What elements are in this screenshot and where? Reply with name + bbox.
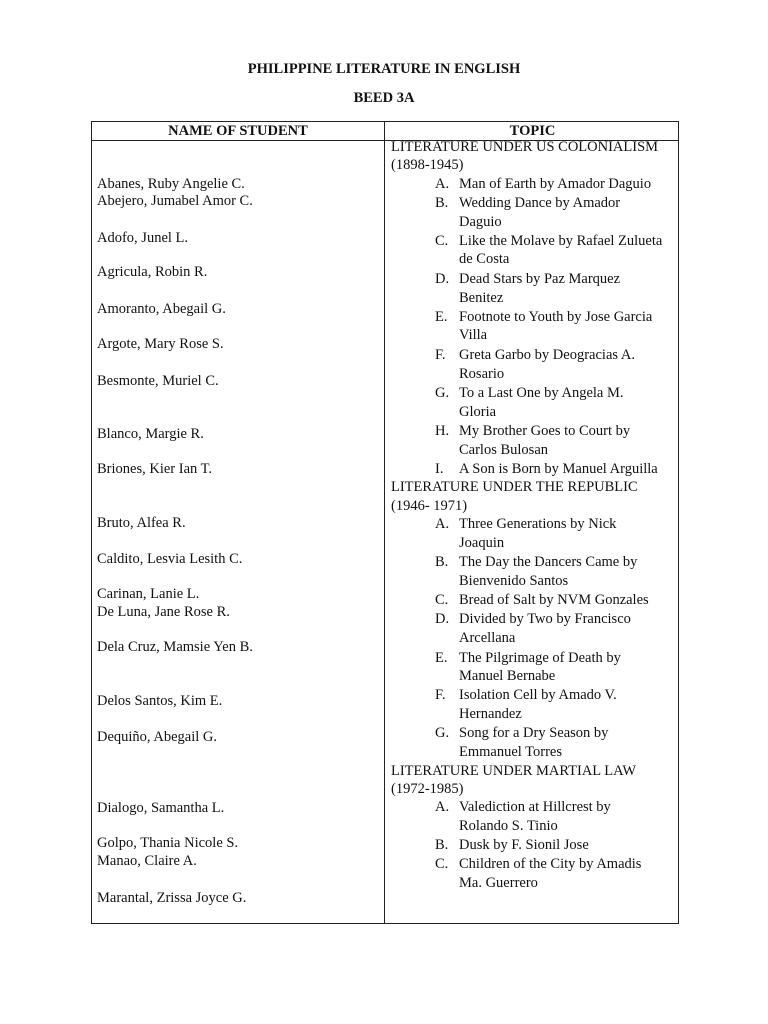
student-name: Adofo, Junel L. bbox=[97, 230, 189, 246]
section-years: (1946- 1971) bbox=[391, 498, 468, 514]
section-years: (1898-1945) bbox=[391, 157, 464, 173]
topic-text: Ma. Guerrero bbox=[459, 875, 538, 891]
section-years: (1972-1985) bbox=[391, 781, 464, 797]
topic-letter: E. bbox=[435, 309, 448, 325]
student-name: Caldito, Lesvia Lesith C. bbox=[97, 551, 243, 567]
student-name: Bruto, Alfea R. bbox=[97, 515, 186, 531]
topic-text: Daguio bbox=[459, 214, 502, 230]
topic-text: Dusk by F. Sionil Jose bbox=[459, 837, 589, 853]
topic-text: Gloria bbox=[459, 404, 497, 420]
student-name: Golpo, Thania Nicole S. bbox=[97, 835, 239, 851]
topic-text: The Day the Dancers Came by bbox=[459, 554, 638, 570]
topic-text: Rolando S. Tinio bbox=[459, 818, 558, 834]
topic-text: Isolation Cell by Amado V. bbox=[459, 687, 617, 703]
topic-text: Bread of Salt by NVM Gonzales bbox=[459, 592, 649, 608]
student-name: Delos Santos, Kim E. bbox=[97, 693, 223, 709]
student-name: De Luna, Jane Rose R. bbox=[97, 604, 230, 620]
header-topic: TOPIC bbox=[509, 123, 556, 139]
topic-text: Joaquin bbox=[459, 535, 505, 551]
topic-text: Emmanuel Torres bbox=[459, 744, 563, 760]
topic-text: Carlos Bulosan bbox=[459, 442, 549, 458]
document-title: PHILIPPINE LITERATURE IN ENGLISH bbox=[247, 61, 521, 77]
student-name: Briones, Kier Ian T. bbox=[97, 461, 213, 477]
topic-text: Dead Stars by Paz Marquez bbox=[459, 271, 621, 287]
topic-text: Bienvenido Santos bbox=[459, 573, 569, 589]
topic-letter: B. bbox=[435, 837, 449, 853]
column-divider bbox=[384, 122, 385, 923]
topic-text: Wedding Dance by Amador bbox=[459, 195, 621, 211]
topic-text: Man of Earth by Amador Daguio bbox=[459, 176, 652, 192]
topic-letter: C. bbox=[435, 233, 449, 249]
student-name: Amoranto, Abegail G. bbox=[97, 301, 226, 317]
topic-text: A Son is Born by Manuel Arguilla bbox=[459, 461, 658, 477]
topic-letter: A. bbox=[435, 799, 450, 815]
topic-text: Like the Molave by Rafael Zulueta bbox=[459, 233, 663, 249]
topic-text: Children of the City by Amadis bbox=[459, 856, 642, 872]
topic-text: Divided by Two by Francisco bbox=[459, 611, 631, 627]
document-subtitle: BEED 3A bbox=[353, 90, 415, 106]
topic-letter: I. bbox=[435, 461, 444, 477]
topic-letter: G. bbox=[435, 385, 450, 401]
topic-text: Footnote to Youth by Jose Garcia bbox=[459, 309, 653, 325]
topic-text: Manuel Bernabe bbox=[459, 668, 556, 684]
topic-letter: D. bbox=[435, 611, 450, 627]
student-name: Marantal, Zrissa Joyce G. bbox=[97, 890, 247, 906]
student-name: Abejero, Jumabel Amor C. bbox=[97, 193, 253, 209]
section-title: LITERATURE UNDER US COLONIALISM bbox=[391, 139, 659, 155]
topic-text: Hernandez bbox=[459, 706, 522, 722]
topic-letter: F. bbox=[435, 347, 446, 363]
topic-text: Greta Garbo by Deogracias A. bbox=[459, 347, 635, 363]
topic-letter: B. bbox=[435, 554, 449, 570]
section-title: LITERATURE UNDER MARTIAL LAW bbox=[391, 763, 637, 779]
section-title: LITERATURE UNDER THE REPUBLIC bbox=[391, 479, 638, 495]
topic-letter: C. bbox=[435, 592, 449, 608]
topic-letter: A. bbox=[435, 176, 450, 192]
topic-letter: F. bbox=[435, 687, 446, 703]
topic-letter: D. bbox=[435, 271, 450, 287]
topic-letter: C. bbox=[435, 856, 449, 872]
header-name-of-student: NAME OF STUDENT bbox=[168, 123, 308, 139]
student-name: Dequiño, Abegail G. bbox=[97, 729, 218, 745]
topic-text: de Costa bbox=[459, 251, 510, 267]
student-name: Dialogo, Samantha L. bbox=[97, 800, 225, 816]
student-name: Manao, Claire A. bbox=[97, 853, 197, 869]
student-name: Dela Cruz, Mamsie Yen B. bbox=[97, 639, 253, 655]
topic-text: To a Last One by Angela M. bbox=[459, 385, 624, 401]
topic-text: Rosario bbox=[459, 366, 505, 382]
topic-letter: A. bbox=[435, 516, 450, 532]
topic-letter: H. bbox=[435, 423, 450, 439]
topic-text: Song for a Dry Season by bbox=[459, 725, 609, 741]
student-name: Abanes, Ruby Angelie C. bbox=[97, 176, 245, 192]
student-name: Carinan, Lanie L. bbox=[97, 586, 200, 602]
student-name: Besmonte, Muriel C. bbox=[97, 373, 219, 389]
topic-letter: G. bbox=[435, 725, 450, 741]
topic-text: Valediction at Hillcrest by bbox=[459, 799, 611, 815]
student-name: Agricula, Robin R. bbox=[97, 264, 208, 280]
topic-letter: B. bbox=[435, 195, 449, 211]
topic-text: Three Generations by Nick bbox=[459, 516, 617, 532]
student-name: Argote, Mary Rose S. bbox=[97, 336, 224, 352]
student-name: Blanco, Margie R. bbox=[97, 426, 204, 442]
topic-text: Villa bbox=[459, 327, 488, 343]
topic-text: My Brother Goes to Court by bbox=[459, 423, 631, 439]
topic-letter: E. bbox=[435, 650, 448, 666]
topic-text: The Pilgrimage of Death by bbox=[459, 650, 621, 666]
topic-text: Arcellana bbox=[459, 630, 516, 646]
topic-text: Benitez bbox=[459, 290, 504, 306]
